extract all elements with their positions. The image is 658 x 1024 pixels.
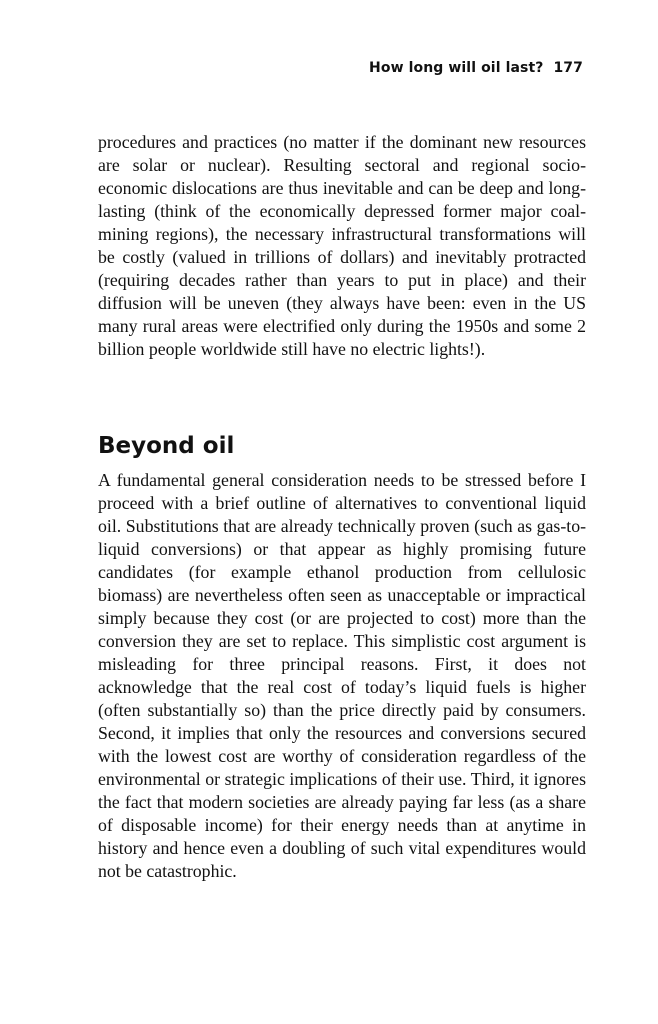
section-heading: Beyond oil xyxy=(98,433,235,459)
running-head-title: How long will oil last? xyxy=(369,60,544,76)
body-paragraph-1: procedures and practices (no matter if the dominant new resources are solar or nuclear). Resulting sectoral and regional socio-economic dislocations are thus inevitable and can be deep and long-lasting (think of the economically depressed former major coal-mining regions), the necessary infrastructural transformations will be costly (valued in trillions of dollars) and inevitably protracted (requiring decades rather than years to put in place) and their diffusion will be uneven (they always have been: even in the US many rural areas were electrified only during the 1950s and some 2 billion people worldwide still have no electric lights!). xyxy=(98,132,586,359)
page-number: 177 xyxy=(553,60,583,76)
running-head xyxy=(369,60,583,76)
body-paragraph-2: A fundamental general consideration needs to be stressed before I proceed with a brief outline of alternatives to conventional liquid oil. Substitutions that are already technically proven (such as gas-to-liquid conversions) or that appear as highly promising future candidates (for example ethanol production from cellulosic biomass) are nevertheless often seen as unacceptable or impractical simply because they cost (or are projected to cost) more than the conversion they are set to replace. This simplistic cost argument is misleading for three principal reasons. First, it does not acknowledge that the real cost of today’s liquid fuels is higher (often substantially so) than the price directly paid by consumers. Second, it implies that only the resources and conversions secured with the lowest cost are worthy of consideration regardless of the environmental or strategic implications of their use. Third, it ignores the fact that modern societies are already paying far less (as a share of disposable income) for their energy needs than at anytime in history and hence even a doubling of such vital expenditures would not be catastrophic. xyxy=(98,470,586,881)
